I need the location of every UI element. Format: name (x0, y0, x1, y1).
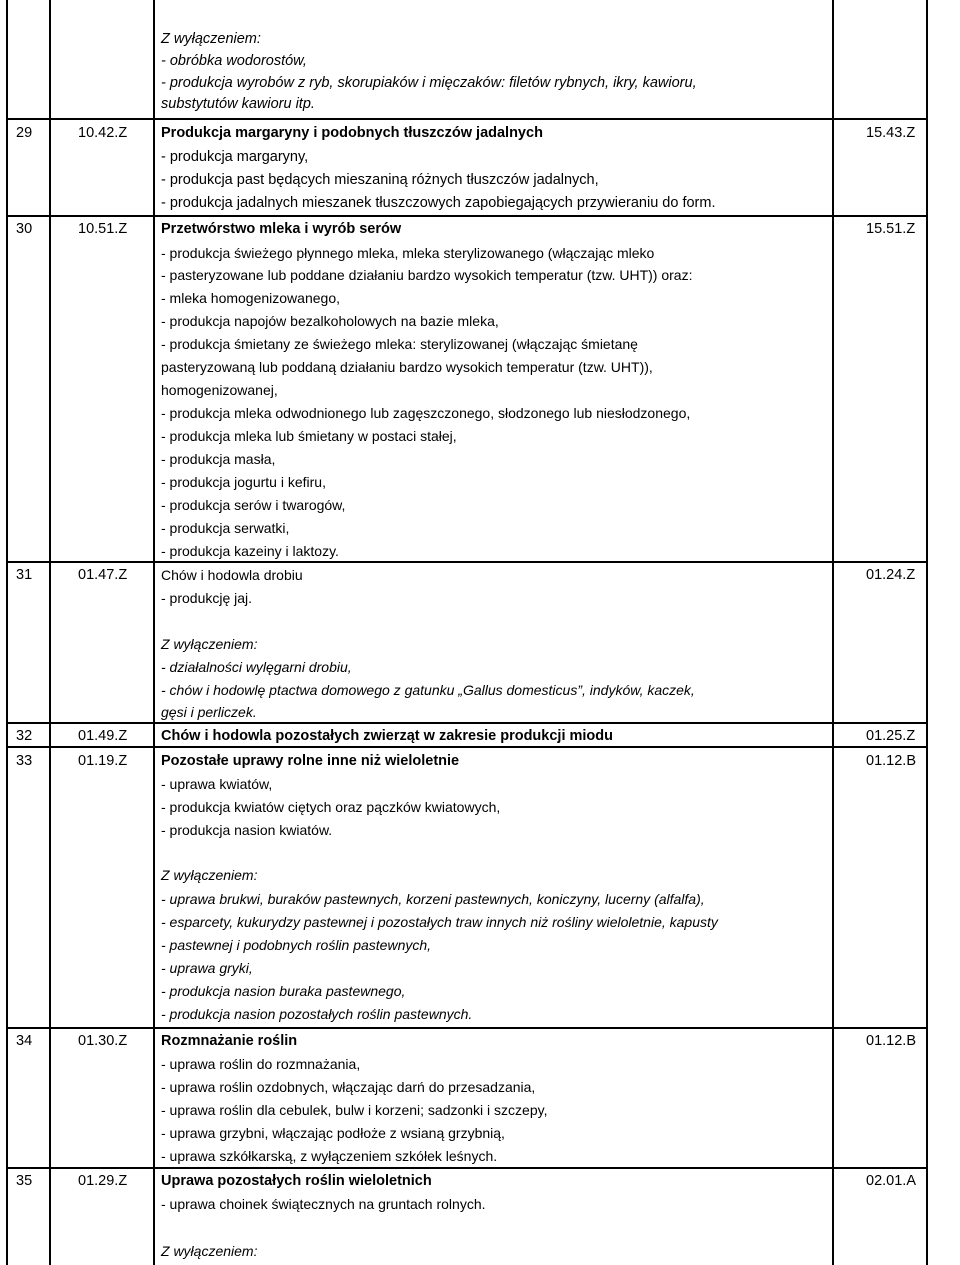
table-border-num-col (49, 0, 51, 1265)
activity-item: - produkcja serwatki, (161, 520, 290, 536)
activity-title: Chów i hodowla pozostałych zwierząt w zakresie produkcji miodu (161, 728, 613, 744)
activity-item: - uprawa roślin do rozmnażania, (161, 1056, 361, 1072)
exclusion-item: - uprawa gryki, (161, 960, 253, 976)
exclusion-label: Z wyłączeniem: (161, 636, 258, 652)
row-number: 29 (16, 125, 33, 141)
pkd2004-code: 15.43.Z (866, 125, 916, 141)
activity-item: - produkcja świeżego płynnego mleka, mleka sterylizowanego (włączając mleko (161, 245, 655, 261)
row-divider-34 (6, 1027, 928, 1029)
activity-title: Chów i hodowla drobiu (161, 567, 303, 583)
pkd2004-code: 01.24.Z (866, 567, 916, 583)
pkd2004-code: 15.51.Z (866, 221, 916, 237)
row-divider-35 (6, 1167, 928, 1169)
activity-item: - produkcja napojów bezalkoholowych na bazie mleka, (161, 313, 499, 329)
activity-item: - uprawa roślin dla cebulek, bulw i korzeni; sadzonki i szczepy, (161, 1102, 548, 1118)
row-number: 34 (16, 1033, 33, 1049)
pkd2007-code: 10.51.Z (78, 221, 128, 237)
table-border-left (6, 0, 8, 1265)
exclusion-item: substytutów kawioru itp. (161, 96, 315, 112)
exclusion-item: - esparcety, kukurydzy pastewnej i pozostałych traw innych niż rośliny wieloletnie, kapusty (161, 914, 718, 930)
activity-title: Przetwórstwo mleka i wyrób serów (161, 221, 402, 237)
pkd2007-code: 01.47.Z (78, 567, 128, 583)
row-number: 31 (16, 567, 33, 583)
exclusion-item: - działalności wylęgarni drobiu, (161, 659, 352, 675)
activity-item: - produkcja jogurtu i kefiru, (161, 474, 326, 490)
exclusion-item: - pastewnej i podobnych roślin pastewnych, (161, 937, 432, 953)
exclusion-item: - produkcja wyrobów z ryb, skorupiaków i mięczaków: filetów rybnych, ikry, kawioru, (161, 75, 697, 91)
exclusion-label: Z wyłączeniem: (161, 867, 258, 883)
activity-item: pasteryzowaną lub poddaną działaniu bardzo wysokich temperatur (tzw. UHT)), (161, 359, 653, 375)
exclusion-item: - chów i hodowlę ptactwa domowego z gatunku „Gallus domesticus”, indyków, kaczek, (161, 682, 695, 698)
exclusion-label: Z wyłączeniem: (161, 1243, 258, 1259)
exclusion-item: - obróbka wodorostów, (161, 53, 307, 69)
pkd2004-code: 01.12.B (866, 753, 916, 769)
activity-item: - produkcja serów i twarogów, (161, 497, 346, 513)
activity-item: - produkcję jaj. (161, 590, 253, 606)
activity-item: - produkcja kazeiny i laktozy. (161, 543, 339, 559)
row-divider-31 (6, 561, 928, 563)
activity-title: Produkcja margaryny i podobnych tłuszczów jadalnych (161, 125, 543, 141)
pkd2004-code: 01.25.Z (866, 728, 916, 744)
activity-title: Pozostałe uprawy rolne inne niż wieloletnie (161, 753, 460, 769)
activity-item: - uprawa kwiatów, (161, 776, 273, 792)
activity-item: - uprawa szkółkarską, z wyłączeniem szkółek leśnych. (161, 1148, 498, 1164)
pkd2004-code: 01.12.B (866, 1033, 916, 1049)
activity-item: - produkcja jadalnych mieszanek tłuszczowych zapobiegających przywieraniu do form. (161, 195, 716, 211)
activity-item: - uprawa grzybni, włączając podłoże z wsianą grzybnią, (161, 1125, 505, 1141)
row-divider-29 (6, 118, 928, 120)
activity-title: Uprawa pozostałych roślin wieloletnich (161, 1173, 432, 1189)
table-border-pkd-col (832, 0, 834, 1265)
activity-item: - uprawa roślin ozdobnych, włączając darń do przesadzania, (161, 1079, 536, 1095)
activity-title: Rozmnażanie roślin (161, 1033, 298, 1049)
activity-item: homogenizowanej, (161, 382, 278, 398)
activity-item: - produkcja past będących mieszaniną różnych tłuszczów jadalnych, (161, 172, 599, 188)
activity-item: - uprawa choinek świątecznych na gruntach rolnych. (161, 1196, 486, 1212)
pkd2007-code: 01.19.Z (78, 753, 128, 769)
exclusion-label: Z wyłączeniem: (161, 31, 261, 47)
table-border-desc-col (153, 0, 155, 1265)
pkd2007-code: 01.29.Z (78, 1173, 128, 1189)
activity-item: - pasteryzowane lub poddane działaniu bardzo wysokich temperatur (tzw. UHT)) oraz: (161, 267, 693, 283)
activity-item: - produkcja margaryny, (161, 149, 309, 165)
activity-item: - produkcja śmietany ze świeżego mleka: sterylizowanej (włączając śmietanę (161, 336, 638, 352)
pkd2007-code: 01.30.Z (78, 1033, 128, 1049)
pkd2007-code: 01.49.Z (78, 728, 128, 744)
row-number: 35 (16, 1173, 33, 1189)
pkd2007-code: 10.42.Z (78, 125, 128, 141)
exclusion-item: gęsi i perliczek. (161, 704, 257, 720)
activity-item: - produkcja mleka lub śmietany w postaci stałej, (161, 428, 457, 444)
table-border-right (926, 0, 928, 1265)
row-number: 30 (16, 221, 33, 237)
exclusion-item: - uprawa brukwi, buraków pastewnych, korzeni pastewnych, koniczyny, lucerny (alfalfa), (161, 891, 705, 907)
activity-item: - produkcja kwiatów ciętych oraz pączków kwiatowych, (161, 799, 501, 815)
row-divider-32 (6, 722, 928, 724)
row-divider-30 (6, 215, 928, 217)
pkd2004-code: 02.01.A (866, 1173, 916, 1189)
exclusion-item: - produkcja nasion pozostałych roślin pastewnych. (161, 1006, 473, 1022)
row-number: 32 (16, 728, 33, 744)
activity-item: - produkcja mleka odwodnionego lub zagęszczonego, słodzonego lub niesłodzonego, (161, 405, 691, 421)
activity-item: - produkcja masła, (161, 451, 276, 467)
activity-item: - mleka homogenizowanego, (161, 290, 340, 306)
activity-item: - produkcja nasion kwiatów. (161, 822, 333, 838)
row-number: 33 (16, 753, 33, 769)
exclusion-item: - produkcja nasion buraka pastewnego, (161, 983, 406, 999)
